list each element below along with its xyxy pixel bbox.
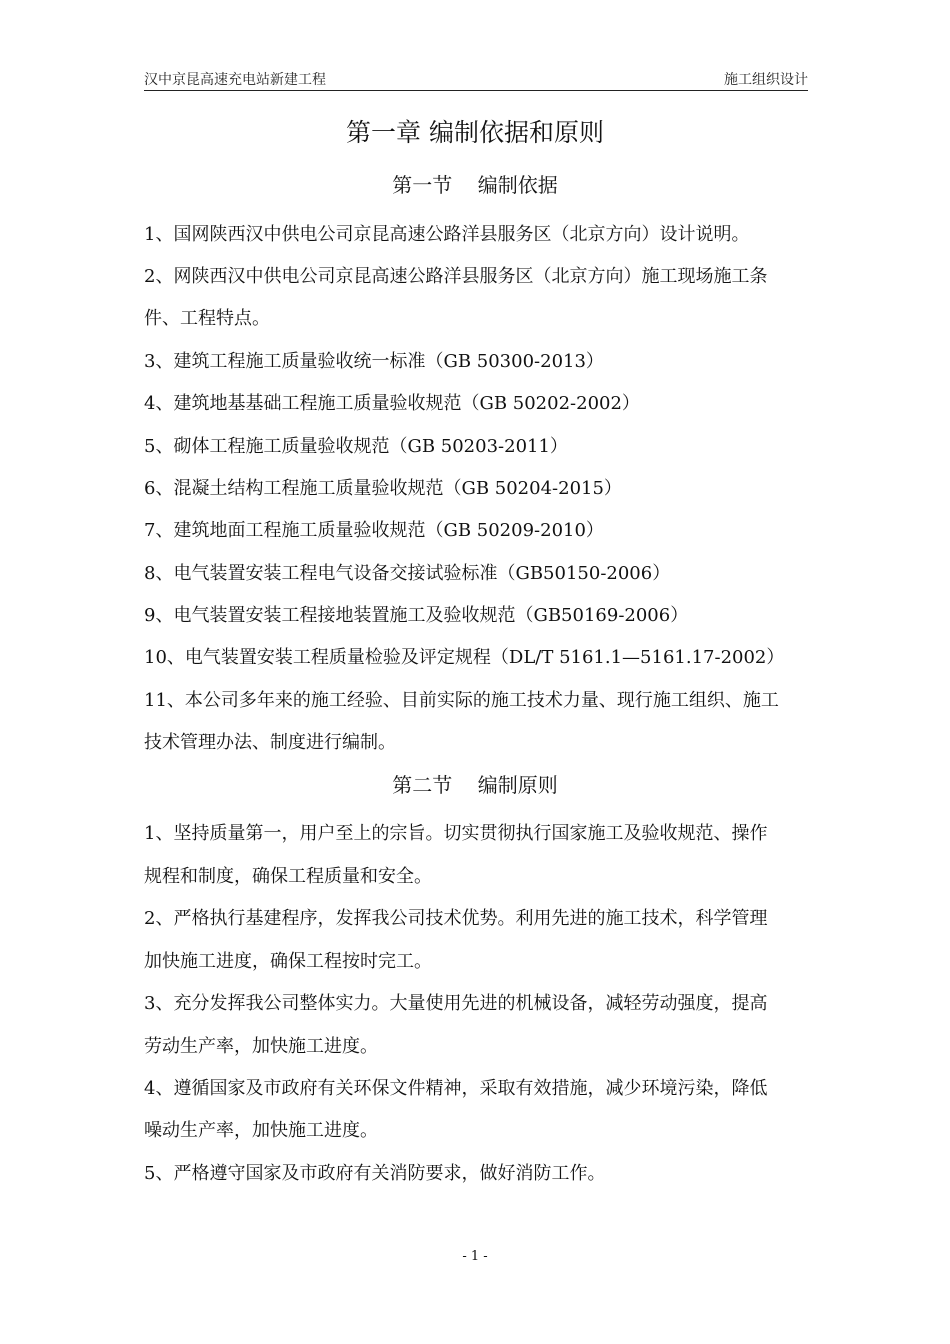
basis-line: 6、混凝土结构工程施工质量验收规范（GB 50204-2015） <box>144 478 622 499</box>
section-title-principles: 第二节 编制原则 <box>392 773 558 797</box>
basis-line: 9、电气装置安装工程接地装置施工及验收规范（GB50169-2006） <box>144 605 689 626</box>
basis-line: 2、网陕西汉中供电公司京昆高速公路洋县服务区（北京方向）施工现场施工条 <box>144 266 768 287</box>
principle-line: 4、遵循国家及市政府有关环保文件精神，采取有效措施，减少环境污染，降低 <box>144 1078 768 1099</box>
basis-line: 1、国网陕西汉中供电公司京昆高速公路洋县服务区（北京方向）设计说明。 <box>144 224 750 245</box>
principle-line: 5、严格遵守国家及市政府有关消防要求，做好消防工作。 <box>144 1163 606 1184</box>
basis-line: 10、电气装置安装工程质量检验及评定规程（DL/T 5161.1—5161.17-2002） <box>144 647 785 668</box>
basis-line: 技术管理办法、制度进行编制。 <box>144 732 396 753</box>
chapter-title: 第一章 编制依据和原则 <box>346 118 604 147</box>
basis-line: 4、建筑地基基础工程施工质量验收规范（GB 50202-2002） <box>144 393 640 414</box>
basis-line: 5、砌体工程施工质量验收规范（GB 50203-2011） <box>144 436 568 457</box>
basis-line: 3、建筑工程施工质量验收统一标准（GB 50300-2013） <box>144 351 604 372</box>
principle-line: 2、严格执行基建程序，发挥我公司技术优势。利用先进的施工技术，科学管理 <box>144 908 768 929</box>
section-title-basis: 第一节 编制依据 <box>392 173 558 197</box>
basis-line: 11、本公司多年来的施工经验、目前实际的施工技术力量、现行施工组织、施工 <box>144 690 779 711</box>
principle-line: 噪动生产率，加快施工进度。 <box>144 1120 378 1141</box>
basis-line: 件、工程特点。 <box>144 308 270 329</box>
header-document-type: 施工组织设计 <box>724 72 808 88</box>
basis-line: 7、建筑地面工程施工质量验收规范（GB 50209-2010） <box>144 520 604 541</box>
principle-line: 3、充分发挥我公司整体实力。大量使用先进的机械设备，减轻劳动强度，提高 <box>144 993 768 1014</box>
basis-line: 8、电气装置安装工程电气设备交接试验标准（GB50150-2006） <box>144 563 671 584</box>
page-header <box>144 70 808 91</box>
principle-line: 加快施工进度，确保工程按时完工。 <box>144 951 432 972</box>
header-project-name: 汉中京昆高速充电站新建工程 <box>144 72 326 88</box>
principle-line: 劳动生产率，加快施工进度。 <box>144 1036 378 1057</box>
page-number: - 1 - <box>462 1249 488 1264</box>
principle-line: 1、坚持质量第一，用户至上的宗旨。切实贯彻执行国家施工及验收规范、操作 <box>144 823 768 844</box>
principle-line: 规程和制度，确保工程质量和安全。 <box>144 866 432 887</box>
